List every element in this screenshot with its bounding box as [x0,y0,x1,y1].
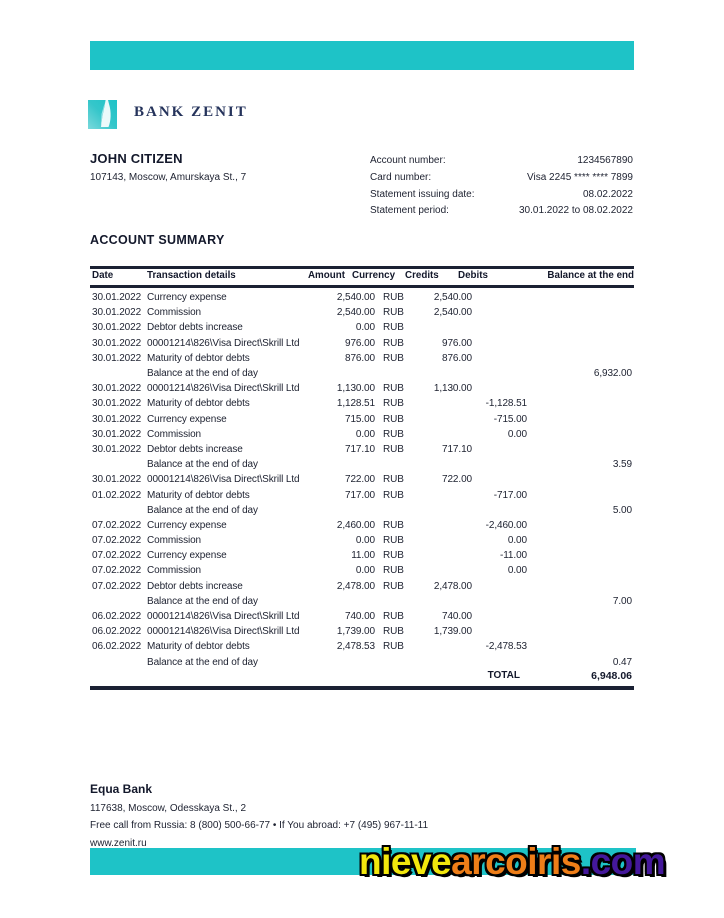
footer-phone-line: Free call from Russia: 8 (800) 500-66-77 • If You abroad: +7 (495) 967-11-11 [90,820,429,831]
cell-details: 00001214\826\Visa Direct\Skrill Ltd [147,337,300,349]
cell-currency: RUB [383,550,404,562]
column-header-credits: Credits [405,270,439,281]
cell-debits: 0.00 [507,535,527,547]
cell-date: 07.02.2022 [92,535,142,547]
card-number-row [370,170,633,187]
cell-debits: -1,128.51 [485,398,527,410]
cell-details: Balance at the end of day [147,504,258,516]
cell-currency: RUB [383,611,404,623]
table-row [90,548,634,563]
cell-date: 30.01.2022 [92,443,142,455]
cell-date: 07.02.2022 [92,580,142,592]
watermark-segment: arcoiris [451,841,581,882]
column-header-date: Date [92,270,114,281]
cell-details: Commission [147,535,202,547]
cell-debits: -2,460.00 [485,519,527,531]
cell-amount: 0.00 [355,565,375,577]
total-label: TOTAL [487,669,520,681]
cell-debits: -2,478.53 [485,641,527,653]
cell-details: Currency expense [147,550,227,562]
cell-details: Commission [147,428,202,440]
table-row [90,609,634,624]
cell-details: Maturity of debtor debts [147,641,250,653]
section-title-account-summary: ACCOUNT SUMMARY [90,233,225,247]
table-row [90,533,634,548]
cell-details: Commission [147,565,202,577]
cell-amount: 2,478.00 [336,580,375,592]
table-row [90,305,634,320]
table-row [90,412,634,427]
column-header-balance: Balance at the end [547,270,634,281]
cell-date: 30.01.2022 [92,352,142,364]
table-row [90,442,634,457]
bank-zenit-sail-icon [88,94,123,130]
header-accent-bar [90,41,634,70]
footer-website: www.zenit.ru [90,837,147,849]
cell-amount: 0.00 [355,428,375,440]
cell-amount: 717.10 [345,443,375,455]
cell-credits: 876.00 [442,352,472,364]
cell-date: 30.01.2022 [92,307,142,319]
table-row [90,594,634,609]
cell-credits: 976.00 [442,337,472,349]
cell-date: 30.01.2022 [92,383,142,395]
cell-date: 30.01.2022 [92,398,142,410]
cell-details: 00001214\826\Visa Direct\Skrill Ltd [147,626,300,638]
cell-details: Debtor debts increase [147,580,243,592]
cell-amount: 2,478.53 [336,641,375,653]
cell-amount: 876.00 [345,352,375,364]
cell-details: Balance at the end of day [147,459,258,471]
cell-credits: 1,739.00 [433,626,472,638]
cell-details: 00001214\826\Visa Direct\Skrill Ltd [147,474,300,486]
cell-credits: 1,130.00 [433,383,472,395]
cell-details: Currency expense [147,413,227,425]
account-number-value: 1234567890 [577,155,633,166]
cell-details: Maturity of debtor debts [147,398,250,410]
cell-amount: 2,460.00 [336,519,375,531]
table-row [90,624,634,639]
cell-credits: 2,478.00 [433,580,472,592]
watermark-segment: nieve [359,841,452,882]
cell-date: 30.01.2022 [92,337,142,349]
cell-currency: RUB [383,428,404,440]
card-number-value: Visa 2245 **** **** 7899 [526,171,633,183]
cell-date: 07.02.2022 [92,565,142,577]
table-header [90,266,634,288]
cell-currency: RUB [383,337,404,349]
cell-date: 30.01.2022 [92,428,142,440]
cell-amount: 715.00 [345,413,375,425]
table-row [90,518,634,533]
cell-amount: 976.00 [345,337,375,349]
cell-date: 30.01.2022 [92,474,142,486]
cell-date: 06.02.2022 [92,611,142,623]
table-row [90,336,634,351]
customer-block [90,151,246,183]
footer-address: 117638, Moscow, Odesskaya St., 2 [90,802,247,814]
cell-currency: RUB [383,292,404,304]
cell-currency: RUB [383,307,404,319]
table-row [90,366,634,381]
cell-details: Currency expense [147,519,227,531]
footer-block [90,782,428,849]
bank-name-wordmark: BANK ZENIT [134,103,248,120]
cell-amount: 11.00 [351,550,375,562]
cell-balance: 6,932.00 [593,368,632,380]
cell-amount: 1,739.00 [336,626,375,638]
column-header-debits: Debits [458,270,488,281]
cell-debits: -717.00 [493,489,527,501]
cell-amount: 0.00 [355,322,375,334]
issuing-date-row [370,187,633,204]
table-row [90,579,634,594]
cell-currency: RUB [383,352,404,364]
statement-period-value: 30.01.2022 to 08.02.2022 [519,205,633,217]
cell-currency: RUB [383,519,404,531]
cell-balance: 5.00 [612,504,632,516]
table-body [90,288,634,670]
cell-date: 30.01.2022 [92,292,142,304]
cell-date: 01.02.2022 [92,489,142,501]
cell-details: 00001214\826\Visa Direct\Skrill Ltd [147,611,300,623]
cell-currency: RUB [383,413,404,425]
issuing-date-label: Statement issuing date: [370,188,475,200]
table-row [90,639,634,654]
table-row [90,563,634,578]
cell-currency: RUB [383,565,404,577]
cell-debits: 0.00 [507,565,527,577]
table-row [90,655,634,670]
watermark-nievearcoiris [359,841,665,883]
statement-period-label: Statement period: [370,205,449,217]
cell-amount: 717.00 [345,489,375,501]
cell-amount: 740.00 [345,611,375,623]
table-total-row [90,670,634,690]
cell-currency: RUB [383,474,404,486]
cell-amount: 722.00 [345,474,375,486]
table-row [90,503,634,518]
cell-details: Commission [147,307,202,319]
cell-details: Debtor debts increase [147,443,243,455]
table-row [90,487,634,502]
cell-details: Balance at the end of day [147,595,258,607]
cell-date: 06.02.2022 [92,641,142,653]
cell-currency: RUB [383,580,404,592]
cell-currency: RUB [383,398,404,410]
issuing-date-value: 08.02.2022 [582,188,633,200]
cell-currency: RUB [383,383,404,395]
watermark-segment: .com [580,841,666,882]
cell-amount: 0.00 [355,535,375,547]
cell-currency: RUB [383,489,404,501]
account-info-block [370,153,633,220]
table-row [90,290,634,305]
cell-credits: 2,540.00 [433,307,472,319]
cell-date: 07.02.2022 [92,550,142,562]
cell-details: Maturity of debtor debts [147,352,250,364]
cell-amount: 1,128.51 [336,398,375,410]
cell-details: Maturity of debtor debts [147,489,250,501]
cell-currency: RUB [383,443,404,455]
account-number-label: Account number: [370,155,446,166]
card-number-label: Card number: [370,171,432,183]
cell-date: 30.01.2022 [92,322,142,334]
table-row [90,457,634,472]
cell-credits: 717.10 [442,443,472,455]
cell-details: 00001214\826\Visa Direct\Skrill Ltd [147,383,300,395]
cell-currency: RUB [383,626,404,638]
cell-date: 06.02.2022 [92,626,142,638]
table-row [90,320,634,335]
cell-balance: 7.00 [612,595,632,607]
column-header-transaction-details: Transaction details [147,270,236,281]
table-row [90,427,634,442]
cell-date: 30.01.2022 [92,413,142,425]
table-row [90,396,634,411]
cell-debits: -715.00 [493,413,527,425]
bank-logo [88,94,248,130]
cell-date: 07.02.2022 [92,519,142,531]
cell-debits: -11.00 [499,550,527,562]
customer-name: JOHN CITIZEN [90,151,183,166]
column-header-currency: Currency [352,270,396,281]
table-row [90,472,634,487]
cell-currency: RUB [383,322,404,334]
cell-details: Balance at the end of day [147,368,258,380]
cell-amount: 2,540.00 [336,307,375,319]
cell-credits: 2,540.00 [433,292,472,304]
cell-debits: 0.00 [507,428,527,440]
cell-currency: RUB [383,535,404,547]
table-row [90,381,634,396]
cell-amount: 2,540.00 [336,292,375,304]
cell-details: Balance at the end of day [147,656,258,668]
cell-details: Debtor debts increase [147,322,243,334]
cell-credits: 722.00 [442,474,472,486]
footer-bank-name: Equa Bank [90,782,153,796]
transactions-table [90,266,634,690]
total-value: 6,948.06 [591,669,632,682]
cell-credits: 740.00 [442,611,472,623]
statement-period-row [370,203,633,220]
column-header-amount: Amount [307,270,345,281]
customer-address: 107143, Moscow, Amurskaya St., 7 [90,172,247,183]
account-number-row [370,153,633,170]
cell-balance: 3.59 [612,459,632,471]
cell-balance: 0.47 [612,656,632,668]
table-row [90,351,634,366]
cell-details: Currency expense [147,292,227,304]
cell-amount: 1,130.00 [336,383,375,395]
cell-currency: RUB [383,641,404,653]
